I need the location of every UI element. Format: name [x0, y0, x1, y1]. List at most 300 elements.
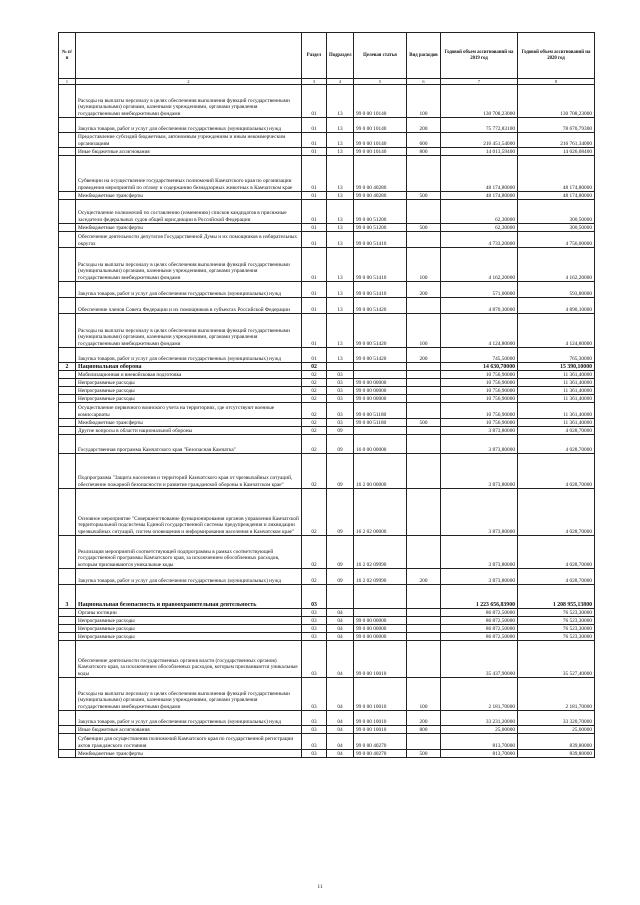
- row-expense-kind: 500: [407, 192, 441, 200]
- table-row: [59, 248, 595, 282]
- row-article: 99 0 00 40270: [354, 750, 407, 758]
- column-index: 7: [441, 79, 518, 85]
- row-section: 01: [302, 314, 327, 348]
- row-article: [354, 609, 407, 617]
- row-expense-kind: 200: [407, 282, 441, 298]
- row-expense-kind: 200: [407, 569, 441, 585]
- row-subsection: 09: [327, 454, 354, 489]
- row-subsection: 03: [327, 379, 354, 387]
- row-article: 99 0 00 10010: [354, 726, 407, 734]
- row-subsection: 04: [327, 678, 354, 711]
- row-amount-2019: 10 756,90000: [441, 419, 518, 427]
- row-article: 99 0 00 00000: [354, 633, 407, 641]
- row-amount-2020: 4 028,70000: [518, 536, 595, 569]
- table-row: [59, 609, 595, 617]
- table-row: [59, 192, 595, 200]
- row-expense-kind: 600: [407, 133, 441, 148]
- row-subsection: 03: [327, 403, 354, 419]
- row-amount-2019: 86 872,50000: [441, 609, 518, 617]
- row-article: 99 0 00 51410: [354, 248, 407, 282]
- row-number: [59, 395, 76, 403]
- row-section: 01: [302, 282, 327, 298]
- row-section: 03: [302, 726, 327, 734]
- row-section: 03: [302, 633, 327, 641]
- row-name: Межбюджетные трансферты: [76, 419, 302, 427]
- row-subsection: 09: [327, 569, 354, 585]
- table-row: [59, 419, 595, 427]
- row-amount-2019: 2 181,70000: [441, 678, 518, 711]
- row-section: 02: [302, 489, 327, 536]
- row-amount-2019: 35 437,90000: [441, 641, 518, 678]
- row-section: 01: [302, 232, 327, 248]
- row-name: Реализация мероприятий соответствующей подпрограммы в рамках соответствующей государственной программы Камчатского края, за исключением обособленных расходов, которым присваиваются уникальные коды: [76, 536, 302, 569]
- row-subsection: 13: [327, 85, 354, 118]
- row-name: Другие вопросы в области национальной обороны: [76, 427, 302, 435]
- column-index: 6: [407, 79, 441, 85]
- row-number: [59, 711, 76, 726]
- column-index: 2: [76, 79, 302, 85]
- row-section: 01: [302, 192, 327, 200]
- table-row: [59, 750, 595, 758]
- row-article: 16 2 02 09990: [354, 536, 407, 569]
- row-amount-2020: 4 028,70000: [518, 435, 595, 454]
- row-article: 99 0 00 40280: [354, 156, 407, 192]
- table-row: [59, 387, 595, 395]
- row-amount-2019: 3 873,80000: [441, 536, 518, 569]
- row-section: 02: [302, 363, 327, 371]
- row-number: [59, 419, 76, 427]
- row-subsection: 04: [327, 711, 354, 726]
- table-row: [59, 148, 595, 156]
- row-section: 02: [302, 419, 327, 427]
- row-amount-2019: 813,70000: [441, 750, 518, 758]
- table-row: [59, 232, 595, 248]
- row-article: [354, 363, 407, 371]
- row-amount-2020: 11 361,40000: [518, 387, 595, 395]
- table-row: [59, 569, 595, 585]
- header-2019: Годовой объем ассигнований на 2019 год: [441, 33, 518, 79]
- row-amount-2020: 593,80000: [518, 282, 595, 298]
- row-expense-kind: [407, 609, 441, 617]
- table-row: [59, 133, 595, 148]
- row-number: [59, 85, 76, 118]
- row-amount-2020: 76 523,30000: [518, 609, 595, 617]
- header-kind: Вид расходов: [407, 33, 441, 79]
- table-row: [59, 641, 595, 678]
- row-number: [59, 314, 76, 348]
- row-subsection: 13: [327, 282, 354, 298]
- row-article: 16 2 02 00000: [354, 489, 407, 536]
- row-amount-2019: 813,70000: [441, 734, 518, 750]
- row-article: [354, 585, 407, 609]
- row-article: 99 0 00 00000: [354, 395, 407, 403]
- row-subsection: 13: [327, 298, 354, 314]
- row-name: Обеспечение членов Совета Федерации и их помощников в субъектах Российской Федерации: [76, 298, 302, 314]
- table-row: [59, 348, 595, 363]
- row-number: [59, 282, 76, 298]
- header-num: № п/п: [59, 33, 76, 79]
- row-section: 02: [302, 395, 327, 403]
- row-section: 03: [302, 617, 327, 625]
- row-expense-kind: [407, 435, 441, 454]
- table-row: [59, 726, 595, 734]
- budget-table: [58, 32, 595, 758]
- row-amount-2019: 4 162,20000: [441, 248, 518, 282]
- row-subsection: 13: [327, 224, 354, 232]
- table-row: [59, 678, 595, 711]
- row-number: [59, 569, 76, 585]
- row-amount-2020: 4 028,70000: [518, 454, 595, 489]
- row-amount-2020: 2 181,70000: [518, 678, 595, 711]
- table-row: [59, 85, 595, 118]
- row-amount-2020: 76 523,30000: [518, 633, 595, 641]
- table-row: [59, 118, 595, 133]
- row-subsection: 13: [327, 133, 354, 148]
- row-article: 99 0 00 10010: [354, 678, 407, 711]
- row-amount-2020: 839,80000: [518, 750, 595, 758]
- row-amount-2019: 216 451,54000: [441, 133, 518, 148]
- row-subsection: 09: [327, 489, 354, 536]
- row-amount-2020: 11 361,40000: [518, 403, 595, 419]
- row-expense-kind: [407, 298, 441, 314]
- header-section: Раздел: [302, 33, 327, 79]
- row-name: Иные бюджетные ассигнования: [76, 726, 302, 734]
- table-row: [59, 536, 595, 569]
- row-article: 99 0 00 51420: [354, 314, 407, 348]
- row-subsection: 04: [327, 641, 354, 678]
- row-name: Закупка товаров, работ и услуг для обеспечения государственных (муниципальных) нужд: [76, 348, 302, 363]
- table-row: [59, 633, 595, 641]
- row-article: 99 0 00 10140: [354, 133, 407, 148]
- row-amount-2020: 216 761,34000: [518, 133, 595, 148]
- header-subsection: Подраздел: [327, 33, 354, 79]
- row-amount-2020: 11 361,40000: [518, 395, 595, 403]
- row-amount-2020: 25,00000: [518, 726, 595, 734]
- row-amount-2020: 48 174,80000: [518, 192, 595, 200]
- row-amount-2019: 745,50000: [441, 348, 518, 363]
- row-name: Закупка товаров, работ и услуг для обеспечения государственных (муниципальных) нужд: [76, 118, 302, 133]
- row-article: 99 0 00 51200: [354, 200, 407, 224]
- row-name: Непрограммные расходы: [76, 379, 302, 387]
- table-row: [59, 200, 595, 224]
- row-subsection: 04: [327, 617, 354, 625]
- row-subsection: 09: [327, 536, 354, 569]
- row-subsection: [327, 585, 354, 609]
- row-name: Национальная оборона: [76, 363, 302, 371]
- row-subsection: 09: [327, 435, 354, 454]
- row-article: 16 2 00 00000: [354, 454, 407, 489]
- row-expense-kind: 100: [407, 314, 441, 348]
- table-row: [59, 156, 595, 192]
- row-amount-2020: 1 208 955,13800: [518, 585, 595, 609]
- row-name: Закупка товаров, работ и услуг для обеспечения государственных (муниципальных) нужд: [76, 282, 302, 298]
- row-section: 02: [302, 387, 327, 395]
- row-amount-2019: 10 756,90000: [441, 379, 518, 387]
- row-name: Органы юстиции: [76, 609, 302, 617]
- row-expense-kind: [407, 427, 441, 435]
- row-name: Расходы на выплаты персоналу в целях обеспечения выполнения функций государственными (муниципальными) органами, казенными учреждениями, органами управления государственными внебюджетными фондами: [76, 314, 302, 348]
- row-number: 2: [59, 363, 76, 371]
- row-amount-2019: 86 872,50000: [441, 617, 518, 625]
- row-number: [59, 734, 76, 750]
- row-amount-2019: 14 013,59400: [441, 148, 518, 156]
- row-amount-2020: 33 320,70000: [518, 711, 595, 726]
- row-number: [59, 387, 76, 395]
- row-name: Субвенции для осуществления полномочий Камчатского края по государственной регистрации актов гражданского состояния: [76, 734, 302, 750]
- table-row: [59, 403, 595, 419]
- row-name: Основное мероприятие "Совершенствование функционирования органов управления Камчатской территориальной подсистемы Единой государственной системы предупреждения и ликвидации чрезвычайных ситуаций, систем оповещения и информирования населения в Камчатском крае": [76, 489, 302, 536]
- row-section: 01: [302, 118, 327, 133]
- row-number: [59, 232, 76, 248]
- row-amount-2019: 10 756,90000: [441, 395, 518, 403]
- row-expense-kind: [407, 371, 441, 379]
- row-subsection: 03: [327, 387, 354, 395]
- row-expense-kind: [407, 734, 441, 750]
- row-amount-2020: 4 890,10000: [518, 298, 595, 314]
- row-number: [59, 678, 76, 711]
- row-amount-2020: 300,50000: [518, 200, 595, 224]
- row-amount-2020: 4 028,70000: [518, 489, 595, 536]
- row-expense-kind: [407, 363, 441, 371]
- row-article: 99 0 00 10140: [354, 118, 407, 133]
- row-expense-kind: [407, 585, 441, 609]
- row-subsection: 03: [327, 371, 354, 379]
- row-section: 03: [302, 750, 327, 758]
- row-amount-2020: 35 527,40000: [518, 641, 595, 678]
- row-section: 02: [302, 403, 327, 419]
- row-expense-kind: [407, 387, 441, 395]
- row-amount-2020: 11 361,40000: [518, 419, 595, 427]
- row-section: 01: [302, 224, 327, 232]
- row-expense-kind: [407, 536, 441, 569]
- row-name: Осуществление полномочий по составлению (изменению) списков кандидатов в присяжные заседатели федеральных судов общей юрисдикции в Российской Федерации: [76, 200, 302, 224]
- column-index: 5: [354, 79, 407, 85]
- row-name: Межбюджетные трансферты: [76, 192, 302, 200]
- row-expense-kind: [407, 403, 441, 419]
- row-amount-2020: 76 523,30000: [518, 625, 595, 633]
- row-article: 99 0 00 00000: [354, 387, 407, 395]
- row-expense-kind: [407, 454, 441, 489]
- row-amount-2020: 839,80000: [518, 734, 595, 750]
- page-number: 11: [317, 884, 323, 890]
- row-name: Межбюджетные трансферты: [76, 224, 302, 232]
- row-name: Национальная безопасность и правоохранительная деятельность: [76, 585, 302, 609]
- table-row: [59, 585, 595, 609]
- row-name: Мобилизационная и вневойсковая подготовка: [76, 371, 302, 379]
- row-article: 16 2 02 09990: [354, 569, 407, 585]
- row-amount-2020: 130 708,23000: [518, 85, 595, 118]
- row-name: Обеспечение деятельности депутатов Государственной Думы и их помощников в избирательных округах: [76, 232, 302, 248]
- row-number: [59, 156, 76, 192]
- row-number: [59, 609, 76, 617]
- table-row: [59, 489, 595, 536]
- row-amount-2020: 15 390,10000: [518, 363, 595, 371]
- row-expense-kind: [407, 156, 441, 192]
- row-section: 02: [302, 371, 327, 379]
- row-name: Закупка товаров, работ и услуг для обеспечения государственных (муниципальных) нужд: [76, 711, 302, 726]
- row-expense-kind: 500: [407, 224, 441, 232]
- row-number: [59, 371, 76, 379]
- row-number: [59, 489, 76, 536]
- row-number: [59, 536, 76, 569]
- row-subsection: 04: [327, 625, 354, 633]
- table-row: [59, 314, 595, 348]
- row-number: [59, 224, 76, 232]
- column-index: 4: [327, 79, 354, 85]
- row-subsection: 13: [327, 348, 354, 363]
- row-number: [59, 403, 76, 419]
- row-section: 01: [302, 156, 327, 192]
- row-article: 99 0 00 10010: [354, 641, 407, 678]
- row-amount-2019: 86 872,50000: [441, 625, 518, 633]
- row-number: 3: [59, 585, 76, 609]
- row-subsection: 13: [327, 118, 354, 133]
- row-section: 03: [302, 609, 327, 617]
- row-number: [59, 248, 76, 282]
- row-section: 02: [302, 536, 327, 569]
- row-subsection: 04: [327, 726, 354, 734]
- row-name: Расходы на выплаты персоналу в целях обеспечения выполнения функций государственными (муниципальными) органами, казенными учреждениями, органами управления государственными внебюджетными фондами: [76, 85, 302, 118]
- row-number: [59, 348, 76, 363]
- row-section: 02: [302, 435, 327, 454]
- row-amount-2019: 62,30000: [441, 200, 518, 224]
- row-expense-kind: [407, 641, 441, 678]
- row-section: 01: [302, 148, 327, 156]
- row-article: 99 0 00 00000: [354, 625, 407, 633]
- row-section: 03: [302, 585, 327, 609]
- row-amount-2019: 75 772,83100: [441, 118, 518, 133]
- header-2020: Годовой объем ассигнований на 2020 год: [518, 33, 595, 79]
- row-expense-kind: 500: [407, 750, 441, 758]
- row-article: 16 0 00 00000: [354, 435, 407, 454]
- table-row: [59, 224, 595, 232]
- row-article: 99 0 00 00000: [354, 617, 407, 625]
- row-amount-2020: 48 174,80000: [518, 156, 595, 192]
- row-name: Расходы на выплаты персоналу в целях обеспечения выполнения функций государственными (муниципальными) органами, казенными учреждениями, органами управления государственными внебюджетными фондами: [76, 678, 302, 711]
- row-expense-kind: 100: [407, 85, 441, 118]
- row-amount-2019: 4 733,20000: [441, 232, 518, 248]
- row-article: [354, 371, 407, 379]
- column-index: 1: [59, 79, 76, 85]
- row-section: 03: [302, 678, 327, 711]
- table-row: [59, 395, 595, 403]
- row-amount-2019: 571,00000: [441, 282, 518, 298]
- row-article: 99 0 00 40270: [354, 734, 407, 750]
- row-section: 02: [302, 569, 327, 585]
- row-number: [59, 617, 76, 625]
- row-amount-2019: 25,00000: [441, 726, 518, 734]
- row-expense-kind: 100: [407, 248, 441, 282]
- row-expense-kind: [407, 395, 441, 403]
- row-subsection: 03: [327, 395, 354, 403]
- row-number: [59, 298, 76, 314]
- row-amount-2019: 3 873,80000: [441, 435, 518, 454]
- row-name: Иные бюджетные ассигнования: [76, 148, 302, 156]
- row-article: 99 0 00 10010: [354, 711, 407, 726]
- header-article: Целевая статья: [354, 33, 407, 79]
- row-amount-2019: 86 872,50000: [441, 633, 518, 641]
- row-expense-kind: [407, 489, 441, 536]
- row-number: [59, 641, 76, 678]
- row-article: 99 0 00 51420: [354, 298, 407, 314]
- row-amount-2020: 4 756,00000: [518, 232, 595, 248]
- row-article: 99 0 00 51200: [354, 224, 407, 232]
- row-amount-2019: 10 756,90000: [441, 387, 518, 395]
- row-number: [59, 750, 76, 758]
- row-expense-kind: 200: [407, 118, 441, 133]
- row-section: 02: [302, 427, 327, 435]
- row-amount-2020: 765,30000: [518, 348, 595, 363]
- row-amount-2020: 14 026,08400: [518, 148, 595, 156]
- row-name: Закупка товаров, работ и услуг для обеспечения государственных (муниципальных) нужд: [76, 569, 302, 585]
- row-subsection: 04: [327, 734, 354, 750]
- row-article: 99 0 00 10140: [354, 85, 407, 118]
- row-name: Непрограммные расходы: [76, 387, 302, 395]
- row-amount-2020: 11 361,40000: [518, 379, 595, 387]
- row-section: 01: [302, 200, 327, 224]
- row-expense-kind: 800: [407, 726, 441, 734]
- row-section: 02: [302, 454, 327, 489]
- table-row: [59, 625, 595, 633]
- row-name: Расходы на выплаты персоналу в целях обеспечения выполнения функций государственными (муниципальными) органами, казенными учреждениями, органами управления государственными внебюджетными фондами: [76, 248, 302, 282]
- row-amount-2020: 4 162,20000: [518, 248, 595, 282]
- row-section: 01: [302, 248, 327, 282]
- row-section: 03: [302, 625, 327, 633]
- row-amount-2020: 4 028,70000: [518, 569, 595, 585]
- row-subsection: 04: [327, 609, 354, 617]
- budget-table-container: [58, 32, 594, 758]
- row-number: [59, 633, 76, 641]
- row-article: 99 0 00 51420: [354, 348, 407, 363]
- row-name: Подпрограмма "Защита населения и территорий Камчатского края от чрезвычайных ситуаций, обеспечение пожарной безопасности и развитие гражданской обороны в Камчатском крае": [76, 454, 302, 489]
- row-amount-2020: 11 361,40000: [518, 371, 595, 379]
- row-number: [59, 379, 76, 387]
- row-amount-2020: 4 028,70000: [518, 427, 595, 435]
- row-expense-kind: [407, 379, 441, 387]
- table-row: [59, 617, 595, 625]
- row-amount-2019: 4 870,30000: [441, 298, 518, 314]
- row-name: Государственная программа Камчатского края "Безопасная Камчатка": [76, 435, 302, 454]
- row-article: 99 0 00 40280: [354, 192, 407, 200]
- row-section: 03: [302, 734, 327, 750]
- row-expense-kind: 100: [407, 678, 441, 711]
- row-section: 03: [302, 711, 327, 726]
- table-row: [59, 363, 595, 371]
- row-amount-2020: 78 670,79300: [518, 118, 595, 133]
- row-name: Предоставление субсидий бюджетным, автономным учреждениям и иным некоммерческим организациям: [76, 133, 302, 148]
- row-subsection: 13: [327, 314, 354, 348]
- row-amount-2020: 4 124,80000: [518, 314, 595, 348]
- table-row: [59, 371, 595, 379]
- row-subsection: 04: [327, 633, 354, 641]
- row-expense-kind: [407, 617, 441, 625]
- row-section: 01: [302, 298, 327, 314]
- table-header-row: [59, 33, 595, 79]
- row-section: 03: [302, 641, 327, 678]
- row-amount-2019: 3 873,80000: [441, 454, 518, 489]
- row-amount-2019: 33 231,20000: [441, 711, 518, 726]
- row-name: Межбюджетные трансферты: [76, 750, 302, 758]
- row-expense-kind: 500: [407, 419, 441, 427]
- row-amount-2019: 48 174,80000: [441, 156, 518, 192]
- row-section: 01: [302, 85, 327, 118]
- column-index: 3: [302, 79, 327, 85]
- row-subsection: 13: [327, 156, 354, 192]
- table-body: [59, 85, 595, 758]
- row-name: Непрограммные расходы: [76, 617, 302, 625]
- row-number: [59, 200, 76, 224]
- row-article: 99 0 00 10140: [354, 148, 407, 156]
